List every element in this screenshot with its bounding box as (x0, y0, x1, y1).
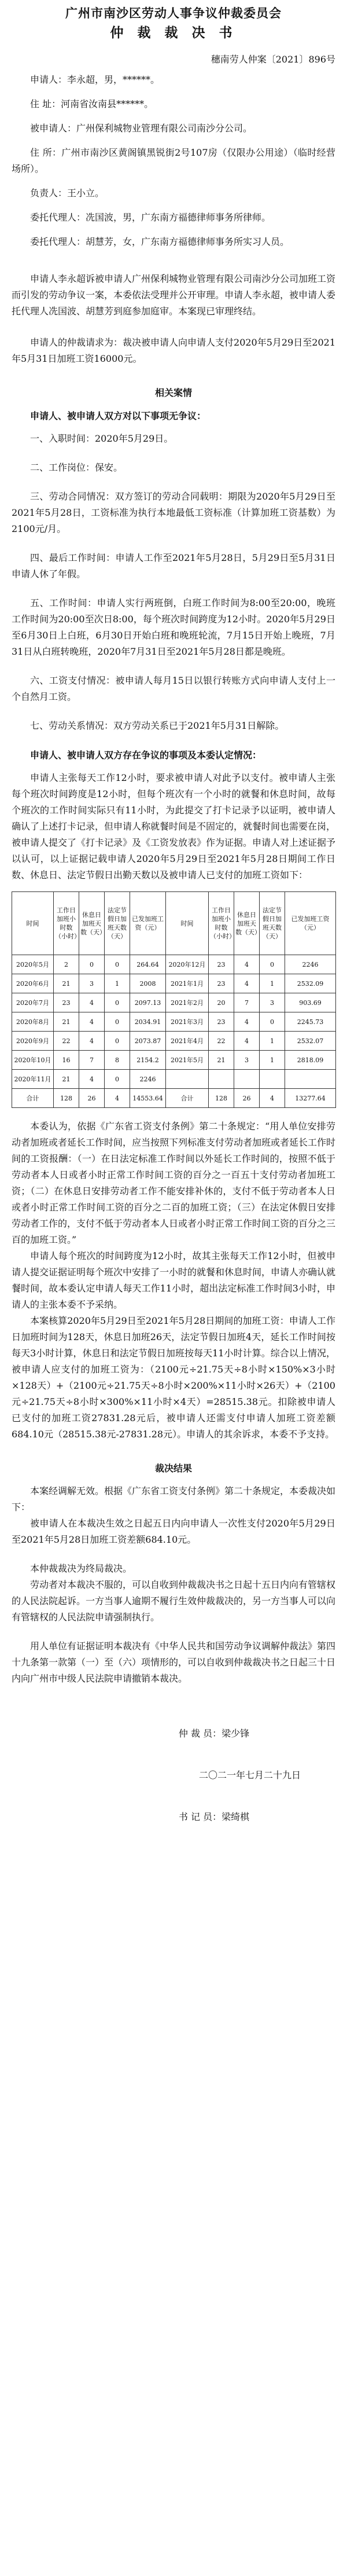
table-cell: 264.64 (130, 955, 166, 974)
table-cell: 23 (209, 974, 234, 993)
table-cell: 2532.07 (285, 1032, 336, 1051)
table-cell: 2021年2月 (166, 993, 209, 1012)
table-cell: 16 (54, 1051, 79, 1070)
table-cell: 7 (79, 1051, 105, 1070)
table-cell: 2532.09 (285, 974, 336, 993)
table-row (12, 1032, 336, 1051)
table-cell: 21 (209, 1051, 234, 1070)
table-cell: 2020年7月 (12, 993, 54, 1012)
table-cell: 23 (209, 955, 234, 974)
table-cell: 7 (234, 993, 260, 1012)
header-weekday-hours-right: 工作日加班小时数（小时） (209, 892, 234, 955)
table-cell: 2021年3月 (166, 1012, 209, 1032)
table-cell: 4 (79, 1070, 105, 1089)
table-cell: 1 (260, 974, 285, 993)
disputed-heading: 申请人、被申请人双方存在争议的事项及本委认定情况： (30, 750, 262, 761)
table-cell: 2246 (130, 1070, 166, 1089)
table-cell: 3 (79, 974, 105, 993)
table-cell: 128 (54, 1089, 79, 1108)
table-cell: 2021年1月 (166, 974, 209, 993)
document-page (12, 0, 335, 1826)
table-cell (209, 1070, 234, 1089)
overtime-table (12, 891, 336, 1108)
undisputed-item-3: 三、劳动合同情况：双方签订的劳动合同载明：期限为2020年5月29日至2021年5月28日，工资标准为执行本地最低工资标准（计算加班工资基数）为2100元/月。 (12, 491, 335, 534)
table-cell: 26 (234, 1089, 260, 1108)
table-cell: 1 (260, 1051, 285, 1070)
ruling-intro: 本案经调解无效。根据《广东省工资支付条例》第二十条规定，本委裁决如下： (12, 1485, 336, 1513)
analysis-paragraph-3: 本案核算2020年5月29日至2021年5月28日期间的加班工资：申请人工作日加班时间为128天，休息日加班26天，法定节假日加班4天，延长工作时间按每天3小时计算，休息日和法定节假日加班按每天11小时计算。综合以上情况，被申请人应支付的加班工资为：（2100元÷21.75天÷8小时×150%×3小时×128天）+（2100元÷21.75天÷8小时×200%×11小时×26天）+（2100元÷21.75天÷8小时×300%×11小时×4天）=28515.38元。扣除被申请人已支付的加班工资27831.28元后，被申请人还需支付申请人加班工资差额684.10元（28515.38元-27831.28元）。申请人的其余诉求，本委不予支持。 (12, 1315, 335, 1440)
table-cell (234, 1070, 260, 1089)
party-applicant-address: 住 址：河南省汝南县******。 (30, 98, 154, 109)
claim-paragraph: 申请人的仲裁请求为：裁决被申请人向申请人支付2020年5月29日至2021年5月31日加班工资16000元。 (12, 337, 335, 364)
table-cell: 4 (79, 1032, 105, 1051)
undisputed-item-7: 七、劳动关系情况：双方劳动关系已于2021年5月31日解除。 (30, 720, 285, 731)
table-cell (285, 1070, 336, 1089)
arbitrator-signature: 仲 裁 员：梁少锋 (178, 1728, 250, 1739)
undisputed-heading: 申请人、被申请人双方对以下事项无争议： (30, 410, 206, 421)
table-cell: 20 (209, 993, 234, 1012)
ruling-item-4: 用人单位有证据证明本裁决有《中华人民共和国劳动争议调解仲裁法》第四十九条第一款第（一）至（六）项情形的，可以自收到仲裁裁决书之日起三十日内向广州市中级人民法院申请撤销本裁决。 (12, 1641, 336, 1684)
undisputed-item-1: 一、入职时间：2020年5月29日。 (30, 433, 174, 444)
table-cell: 2818.09 (285, 1051, 336, 1070)
party-applicant: 申请人：李永超，男，******。 (30, 74, 160, 85)
clerk-signature: 书 记 员：梁绮棋 (178, 1811, 250, 1822)
table-cell: 1 (105, 974, 130, 993)
table-cell: 2020年9月 (12, 1032, 54, 1051)
table-cell: 2020年6月 (12, 974, 54, 993)
table-cell: 23 (54, 993, 79, 1012)
header-paid-right: 已发加班工资（元） (285, 892, 336, 955)
header-paid-left: 已发加班工资（元） (130, 892, 166, 955)
table-cell: 合计 (166, 1089, 209, 1108)
party-agent-2: 委托代理人：胡慧芳，女，广东南方福德律师事务所实习人员。 (30, 236, 290, 247)
intro-paragraph: 申请人李永超诉被申请人广州保利城物业管理有限公司南沙分公司加班工资而引发的劳动争议一案，本委依法受理并公开审理。申请人李永超，被申请人委托代理人冼国波、胡慧芳到庭参加庭审。本案现已审理终结。 (12, 273, 336, 317)
table-row (12, 993, 336, 1012)
header-month-right: 时间 (166, 892, 209, 955)
document-title: 仲 裁 裁 决 书 (110, 25, 237, 41)
table-cell: 4 (234, 955, 260, 974)
table-cell: 21 (54, 1070, 79, 1089)
table-cell: 2020年8月 (12, 1012, 54, 1032)
table-cell: 21 (54, 974, 79, 993)
table-cell: 3 (260, 993, 285, 1012)
table-cell: 合计 (12, 1089, 54, 1108)
table-cell: 22 (209, 1032, 234, 1051)
table-cell: 4 (260, 1089, 285, 1108)
table-cell: 2021年4月 (166, 1032, 209, 1051)
facts-heading: 相关案情 (154, 387, 192, 398)
table-cell: 13277.64 (285, 1089, 336, 1108)
table-cell: 2097.13 (130, 993, 166, 1012)
table-cell: 2021年5月 (166, 1051, 209, 1070)
ruling-heading: 裁决结果 (154, 1463, 192, 1474)
parties-section (12, 72, 335, 250)
table-cell: 21 (54, 1012, 79, 1032)
table-cell: 2020年10月 (12, 1051, 54, 1070)
ruling-date: 二〇二一年七月二十九日 (198, 1770, 301, 1781)
undisputed-item-6: 六、工资支付情况：被申请人每月15日以银行转账方式向申请人支付上一个自然月工资。 (12, 675, 335, 702)
table-cell: 4 (234, 1012, 260, 1032)
table-cell: 2008 (130, 974, 166, 993)
table-cell: 4 (234, 1032, 260, 1051)
table-row (12, 1070, 336, 1089)
table-cell: 2073.87 (130, 1032, 166, 1051)
table-cell: 22 (54, 1032, 79, 1051)
table-header-row (12, 892, 336, 955)
table-cell: 0 (260, 955, 285, 974)
table-row (12, 974, 336, 993)
table-cell: 0 (105, 993, 130, 1012)
table-cell: 4 (234, 974, 260, 993)
ruling-item-1: 被申请人在本裁决生效之日起五日内向申请人一次性支付2020年5月29日至2021年5月28日加班工资差额684.10元。 (12, 1518, 335, 1545)
table-total-row (12, 1089, 336, 1108)
issuing-organization: 广州市南沙区劳动人事争议仲裁委员会 (65, 6, 282, 20)
table-cell: 128 (209, 1089, 234, 1108)
table-cell: 2 (54, 955, 79, 974)
header-weekday-hours-left: 工作日加班小时数（小时） (54, 892, 79, 955)
header-restday-days-left: 休息日加班天数（天） (79, 892, 105, 955)
table-cell: 1 (260, 1032, 285, 1051)
table-row (12, 1051, 336, 1070)
header-month-left: 时间 (12, 892, 54, 955)
table-cell: 0 (105, 955, 130, 974)
ruling-item-3: 劳动者对本裁决不服的，可以自收到仲裁裁决书之日起十五日内向有管辖权的人民法院起诉。一方当事人逾期不履行生效仲裁裁决的，另一方当事人可以向有管辖权的人民法院申请强制执行。 (12, 1579, 336, 1623)
party-respondent: 被申请人：广州保利城物业管理有限公司南沙分公司。 (30, 123, 253, 134)
disputed-paragraph: 申请人主张每天工作12小时，要求被申请人对此予以支付。被申请人主张每个班次时间跨度是12小时，但每个班次有一个小时的就餐和休息时间，故每个班次的工作时间实际只有11小时，为此提交了打卡记录予以证明，被申请人确认了上述打卡记录，但申请人称就餐时间是不固定的，就餐时间也需要在岗，被申请人提交了《打卡记录》及《工资发放表》作为证据。申请人对上述证据予以认可，以上证据记载申请人2020年5月29日至2021年5月28日期间工作日数、休息日、法定节假日出勤天数以及被申请人已支付的加班工资如下： (12, 772, 336, 880)
party-respondent-representative: 负责人：王小立。 (30, 188, 105, 199)
table-row (12, 955, 336, 974)
table-cell: 4 (105, 1089, 130, 1108)
table-cell: 2246 (285, 955, 336, 974)
analysis-paragraph-2: 申请人每个班次的时间跨度为12小时，故其主张每天工作12小时，但被申请人提交证据证明每个班次中安排了一小时的就餐和休息时间，申请人亦确认就餐时间，故本委认定申请人每天工作11小时，超出法定标准工作时间3小时，申请人的主张本委不予采纳。 (12, 1250, 336, 1310)
table-cell: 0 (105, 1070, 130, 1089)
table-cell: 0 (105, 1032, 130, 1051)
table-cell: 23 (209, 1012, 234, 1032)
party-agent-1: 委托代理人：冼国波，男，广东南方福德律师事务所律师。 (30, 212, 271, 223)
table-cell: 0 (260, 1012, 285, 1032)
table-row (12, 1012, 336, 1032)
table-cell: 2020年5月 (12, 955, 54, 974)
table-cell (166, 1070, 209, 1089)
party-respondent-address: 住 所：广州市南沙区黄阁镇黑锐街2号107房（仅限办公用途）（临时经营场所）。 (12, 147, 335, 174)
undisputed-item-5: 五、工作时间：申请人实行两班倒，白班工作时间为8:00至20:00，晚班工作时间为20:00至次日8:00，每个班次时间跨度为12小时。2020年5月29日至6月30日上白班，6月30日开始白班和晚班轮流，7月15日开始上晚班，7月31日从白班转晚班，2020年7月31日至2021年5月28日都是晚班。 (12, 597, 335, 657)
header-holiday-days-left: 法定节假日加班天数（天） (105, 892, 130, 955)
undisputed-item-4: 四、最后工作时间：申请人工作至2021年5月28日，5月29日至5月31日申请人休了年假。 (12, 552, 335, 579)
table-cell: 2245.73 (285, 1012, 336, 1032)
ruling-item-2: 本仲裁裁决为终局裁决。 (30, 1563, 132, 1574)
table-cell: 8 (105, 1051, 130, 1070)
table-cell: 2020年11月 (12, 1070, 54, 1089)
table-cell (260, 1070, 285, 1089)
table-cell: 2020年12月 (166, 955, 209, 974)
table-cell: 2154.2 (130, 1051, 166, 1070)
table-cell: 26 (79, 1089, 105, 1108)
table-cell: 0 (105, 1012, 130, 1032)
undisputed-item-2: 二、工作岗位：保安。 (30, 462, 123, 473)
analysis-paragraph-1: 本委认为，依据《广东省工资支付条例》第二十条规定：“用人单位安排劳动者加班或者延长工作时间，应当按照下列标准支付劳动者加班或者延长工作时间的工资报酬：（一）在日法定标准工作时间以外延长工作时间的，按照不低于劳动者本人日或者小时正常工作时间工资的百分之一百五十支付劳动者加班工资；（二）在休息日安排劳动者工作不能安排补休的，支付不低于劳动者本人日或者小时正常工作时间工资的百分之二百的加班工资；（三）在法定休假日安排劳动者工作的，支付不低于劳动者本人日或者小时正常工作时间工资的百分之三百的加班工资。” (12, 1121, 336, 1245)
table-cell: 4 (79, 1012, 105, 1032)
header-restday-days-right: 休息日加班天数（天） (234, 892, 260, 955)
table-cell: 14553.64 (130, 1089, 166, 1108)
table-cell: 903.69 (285, 993, 336, 1012)
table-cell: 3 (234, 1051, 260, 1070)
table-cell: 4 (79, 993, 105, 1012)
table-cell: 2034.91 (130, 1012, 166, 1032)
header-holiday-days-right: 法定节假日加班天数（天） (260, 892, 285, 955)
case-number: 穗南劳人仲案〔2021〕896号 (211, 54, 335, 65)
table-cell: 0 (79, 955, 105, 974)
